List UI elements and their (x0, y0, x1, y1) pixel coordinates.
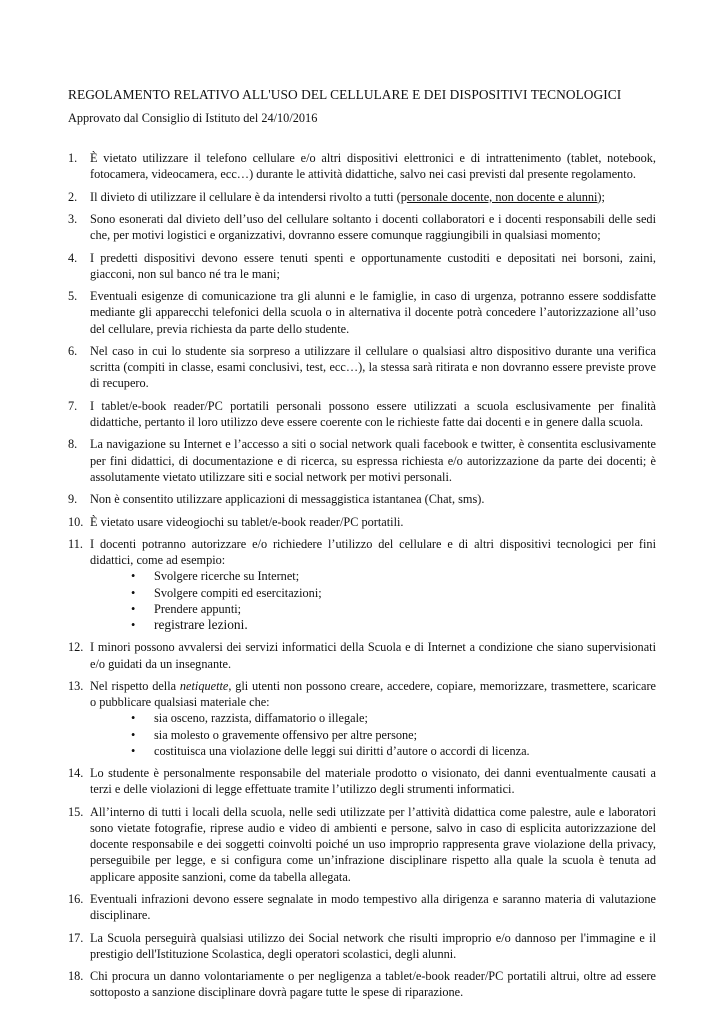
rule-number: 10. (68, 514, 84, 529)
rule-text: È vietato utilizzare il telefono cellulare e/o altri dispositivi elettronici e di intrattenimento (tablet, notebook, fotocamera, videocamera, ecc…) durante le attività didattiche, salvo nei casi previsti dal presente regolamento. (90, 151, 656, 182)
rule-item (68, 211, 656, 243)
document-title: REGOLAMENTO RELATIVO ALL'USO DEL CELLULARE E DEI DISPOSITIVI TECNOLOGICI (68, 87, 622, 102)
bullet-text: sia osceno, razzista, diffamatorio o illegale; (154, 711, 368, 726)
bullet-icon: • (131, 727, 136, 742)
rule-number: 5. (68, 289, 78, 304)
rule-item (68, 436, 656, 485)
bullet-item (131, 585, 656, 601)
bullet-icon: • (131, 743, 136, 758)
rule-text: All’interno di tutti i locali della scuola, nelle sedi utilizzate per l’attività didattica come palestre, aule e laboratori sono vietate fotografie, riprese audio e video di ambienti e persone, salvo in caso di esplicita autorizzazione del docente responsabile e dei soggetti coinvolti poiché un uso improprio rappresenta grave violazione della privacy, perseguibile per legge, e si configura come un’infrazione disciplinare rispetto alla quale la scuola è tenuta ad applicare apposite sanzioni, come da tabella allegata. (90, 804, 656, 884)
document-subtitle: Approvato dal Consiglio di Istituto del 24/10/2016 (68, 111, 318, 125)
rule-body (90, 398, 656, 430)
rule-text: La Scuola perseguirà qualsiasi utilizzo dei Social network che risulti improprio e/o dannoso per l'immagine e il prestigio dell'Istituzione Scolastica, degli operatori scolastici, degli alunni. (90, 930, 656, 961)
rule-item (68, 398, 656, 430)
rule-text-part: ); (597, 189, 605, 204)
bullet-text: Svolgere compiti ed esercitazioni; (154, 585, 322, 600)
bullet-icon: • (131, 601, 136, 616)
rule-text: Sono esonerati dal divieto dell’uso del cellulare soltanto i docenti collaboratori e i docenti responsabili delle sedi che, per motivi logistici e organizzativi, dovranno essere comunque raggiungibili in qualsiasi momento; (90, 211, 656, 243)
rule-body (90, 891, 656, 923)
bullet-text: registrare lezioni. (154, 616, 248, 632)
rule-number: 18. (68, 969, 84, 984)
bullet-item (131, 601, 656, 617)
rule-number: 4. (68, 250, 78, 265)
rule-text (90, 189, 656, 205)
rule-body (90, 491, 656, 507)
rule-text: Chi procura un danno volontariamente o per negligenza a tablet/e-book reader/PC portatili altrui, oltre ad essere sottoposto a sanzione disciplinare dovrà pagare tutte le spese di riparazione. (90, 969, 656, 1000)
rule-text: I minori possono avvalersi dei servizi informatici della Scuola e di Internet a condizione che siano supervisionati e/o guidati da un insegnante. (90, 640, 656, 671)
rule-body (90, 250, 656, 282)
rule-text: I docenti potranno autorizzare e/o richiedere l’utilizzo del cellulare e di altri dispositivi tecnologici per fini didattici, come ad esempio: (90, 536, 656, 568)
rule-body (90, 189, 656, 205)
rule-text: È vietato usare videogiochi su tablet/e-book reader/PC portatili. (90, 514, 404, 529)
rule-body (90, 804, 656, 885)
rule-text-part: Nel rispetto della (90, 678, 180, 693)
rule-item (68, 288, 656, 337)
rule-text: Non è consentito utilizzare applicazioni di messaggistica istantanea (Chat, sms). (90, 492, 485, 507)
bullet-item (131, 727, 656, 743)
rule-item (68, 343, 656, 392)
rule-number: 12. (68, 640, 84, 655)
rule-number: 13. (68, 678, 84, 693)
bullet-icon: • (131, 711, 136, 726)
rule-text: I predetti dispositivi devono essere tenuti spenti e opportunamente custoditi e depositati nei borsoni, zaini, giacconi, non sul banco né tra le mani; (90, 250, 656, 281)
rule-body (90, 150, 656, 182)
rule-number: 9. (68, 492, 78, 507)
bullet-icon: • (131, 617, 136, 632)
rule-text: Eventuali infrazioni devono essere segnalate in modo tempestivo alla dirigenza e saranno materia di valutazione disciplinare. (90, 891, 656, 923)
rule-body (90, 639, 656, 671)
rule-body (90, 514, 656, 530)
rule-item (68, 250, 656, 282)
rule-body (90, 536, 656, 633)
rule-body (90, 436, 656, 485)
rule-item (68, 189, 656, 205)
rule-text: Lo studente è personalmente responsabile del materiale prodotto o visionato, dei danni eventualmente causati a terzi e delle violazioni di legge effettuate tramite l’utilizzo degli strumenti informatici. (90, 766, 656, 797)
rule-number: 14. (68, 766, 84, 781)
rule-number: 15. (68, 804, 84, 819)
rule-text: Eventuali esigenze di comunicazione tra gli alunni e le famiglie, in caso di urgenza, potranno essere soddisfatte mediante gli apparecchi telefonici della scuola o in alternativa il docente potrà concedere l’autorizzazione all’uso del cellulare, previa richiesta da parte dello studente. (90, 289, 656, 336)
rule-number: 8. (68, 437, 78, 452)
rule-item (68, 536, 656, 633)
rule-body (90, 968, 656, 1000)
bullet-list (90, 568, 656, 633)
bullet-item (131, 743, 656, 759)
rules-list (68, 150, 656, 1007)
rule-text: Nel caso in cui lo studente sia sorpreso a utilizzare il cellulare o qualsiasi altro dispositivo durante una verifica scritta (compiti in classe, esami conclusivi, test, ecc…), la stessa sarà ritirata e non dovranno essere previste prove di recupero. (90, 343, 656, 391)
rule-number: 1. (68, 151, 78, 165)
rule-text: La navigazione su Internet e l’accesso a siti o social network quali facebook e twitter, è consentita esclusivamente per fini didattici, di documentazione e di ricerca, su espressa richiesta e/o autorizzazione da parte dei docenti; è assolutamente vietato utilizzare siti e social network per motivi personali. (90, 437, 656, 484)
rule-body (90, 343, 656, 392)
rule-body (90, 930, 656, 962)
rule-text-italic: netiquette (179, 678, 229, 693)
rule-number: 11. (68, 536, 83, 551)
rule-item (68, 765, 656, 797)
rule-number: 6. (68, 343, 78, 358)
rule-item (68, 891, 656, 923)
rule-text-part: , gli utenti non possono creare, accedere, copiare, memorizzare, trasmettere, scaricare o pubblicare qualsiasi materiale che: (90, 678, 656, 710)
rule-number: 7. (68, 398, 78, 413)
bullet-text: costituisca una violazione delle leggi sui diritti d’autore o accordi di licenza. (154, 743, 530, 758)
bullet-text: Prendere appunti; (154, 601, 242, 616)
rule-body (90, 678, 656, 759)
rule-text (90, 678, 656, 710)
rule-number: 17. (68, 930, 84, 945)
rule-number: 16. (68, 891, 84, 906)
rule-item (68, 639, 656, 671)
bullet-item (131, 568, 656, 584)
rule-item (68, 514, 656, 530)
rule-item (68, 930, 656, 962)
rule-item (68, 150, 656, 182)
bullet-icon: • (131, 585, 136, 600)
rule-item (68, 804, 656, 885)
rule-number: 2. (68, 189, 78, 204)
rule-body (90, 765, 656, 797)
bullet-text: sia molesto o gravemente offensivo per altre persone; (154, 727, 418, 742)
rule-item (68, 678, 656, 759)
rule-text: I tablet/e-book reader/PC portatili personali possono essere utilizzati a scuola esclusivamente per finalità didattiche, pertanto il loro utilizzo deve essere coerente con le richieste fatte dai docenti e in genere dalla scuola. (90, 398, 656, 429)
rule-body (90, 288, 656, 337)
rule-number: 3. (68, 211, 78, 226)
rule-item (68, 491, 656, 507)
rule-text-underlined: ersonale docente, non docente e alunni (406, 189, 598, 204)
bullet-text: Svolgere ricerche su Internet; (154, 569, 300, 584)
rule-body (90, 211, 656, 243)
rule-item (68, 968, 656, 1000)
bullet-list (90, 710, 656, 759)
bullet-item (131, 710, 656, 726)
bullet-item (131, 617, 656, 633)
bullet-icon: • (131, 569, 136, 584)
rule-text-part: Il divieto di utilizzare il cellulare è da intendersi rivolto a tutti (p (90, 189, 407, 204)
